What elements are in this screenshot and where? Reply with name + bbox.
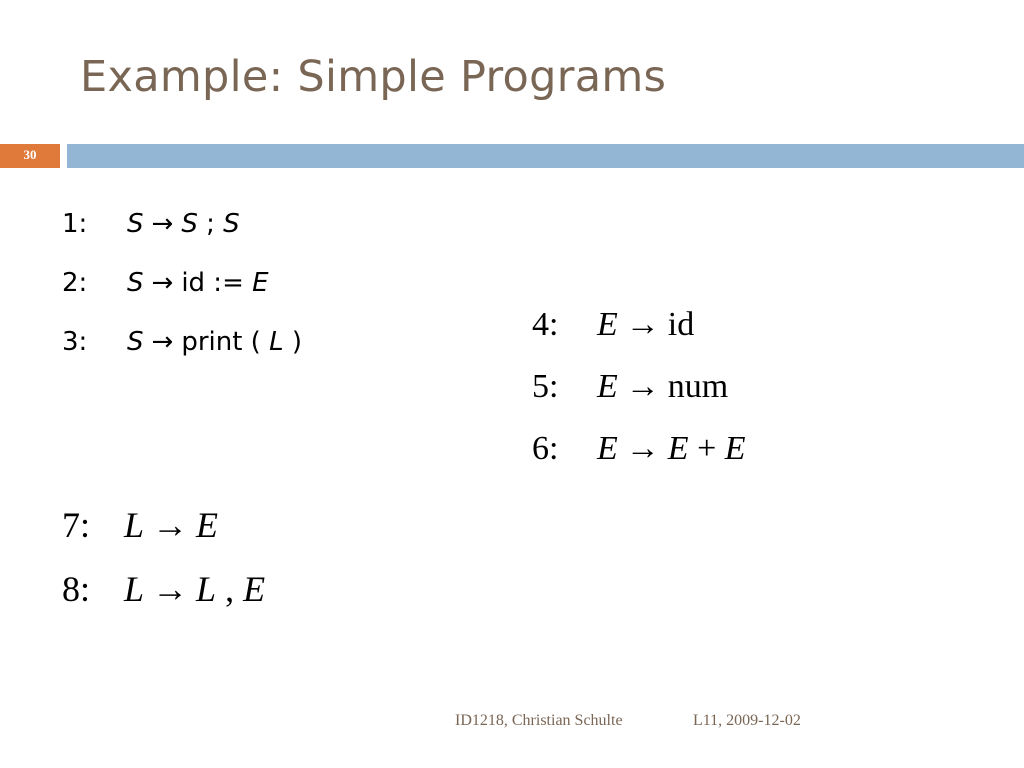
rule-lhs: S — [127, 327, 144, 357]
right-arrow-icon: → — [151, 327, 174, 357]
rule-number: 4: — [532, 306, 559, 343]
terminal: + — [688, 430, 725, 467]
right-arrow-icon: → — [625, 368, 660, 405]
grammar-rule — [62, 504, 218, 546]
rule-rhs — [181, 268, 268, 298]
nonterminal: E — [252, 268, 269, 298]
grammar-rule — [62, 268, 269, 298]
rule-number: 2: — [62, 268, 88, 298]
grammar-rule — [532, 430, 746, 468]
nonterminal: E — [196, 505, 219, 545]
slide-number: 30 — [0, 144, 60, 168]
terminal: , — [216, 569, 244, 609]
footer-lecture: L11, 2009-12-02 — [693, 712, 801, 729]
rule-number: 5: — [532, 368, 559, 405]
nonterminal: S — [223, 209, 240, 239]
header-bar — [67, 144, 1024, 168]
rule-number: 8: — [62, 569, 91, 609]
nonterminal: E — [724, 430, 746, 467]
terminal: id — [667, 306, 695, 343]
grammar-rule — [62, 327, 302, 357]
right-arrow-icon: → — [625, 430, 660, 467]
grammar-rule — [62, 568, 265, 610]
right-arrow-icon: → — [152, 505, 189, 545]
rule-rhs — [196, 504, 218, 546]
slide-title: Example: Simple Programs — [80, 52, 667, 102]
rule-rhs — [668, 430, 746, 468]
right-arrow-icon: → — [151, 268, 174, 298]
grammar-rule — [62, 209, 240, 239]
right-arrow-icon: → — [625, 306, 660, 343]
rule-lhs: E — [597, 430, 618, 467]
rule-lhs: S — [127, 268, 144, 298]
nonterminal: E — [243, 569, 266, 609]
nonterminal: E — [667, 430, 689, 467]
terminal: ) — [283, 327, 302, 357]
rule-rhs — [196, 568, 265, 610]
terminal: num — [667, 368, 729, 405]
rule-lhs: S — [127, 209, 144, 239]
terminal: id := — [181, 268, 253, 298]
rule-rhs — [181, 209, 239, 239]
terminal: ; — [197, 209, 224, 239]
rule-number: 3: — [62, 327, 88, 357]
rule-number: 7: — [62, 505, 91, 545]
rule-lhs: L — [124, 505, 145, 545]
rule-number: 6: — [532, 430, 559, 467]
terminal: print ( — [181, 327, 270, 357]
rule-lhs: L — [124, 569, 145, 609]
nonterminal: S — [181, 209, 198, 239]
rule-rhs — [668, 368, 728, 406]
right-arrow-icon: → — [152, 569, 189, 609]
rule-number: 1: — [62, 209, 88, 239]
grammar-rule — [532, 306, 694, 344]
rule-lhs: E — [597, 306, 618, 343]
grammar-rule — [532, 368, 728, 406]
rule-rhs — [668, 306, 694, 344]
rule-rhs — [181, 327, 302, 357]
right-arrow-icon: → — [151, 209, 174, 239]
nonterminal: L — [196, 569, 217, 609]
nonterminal: L — [269, 327, 284, 357]
rule-lhs: E — [597, 368, 618, 405]
footer-course: ID1218, Christian Schulte — [455, 712, 623, 729]
